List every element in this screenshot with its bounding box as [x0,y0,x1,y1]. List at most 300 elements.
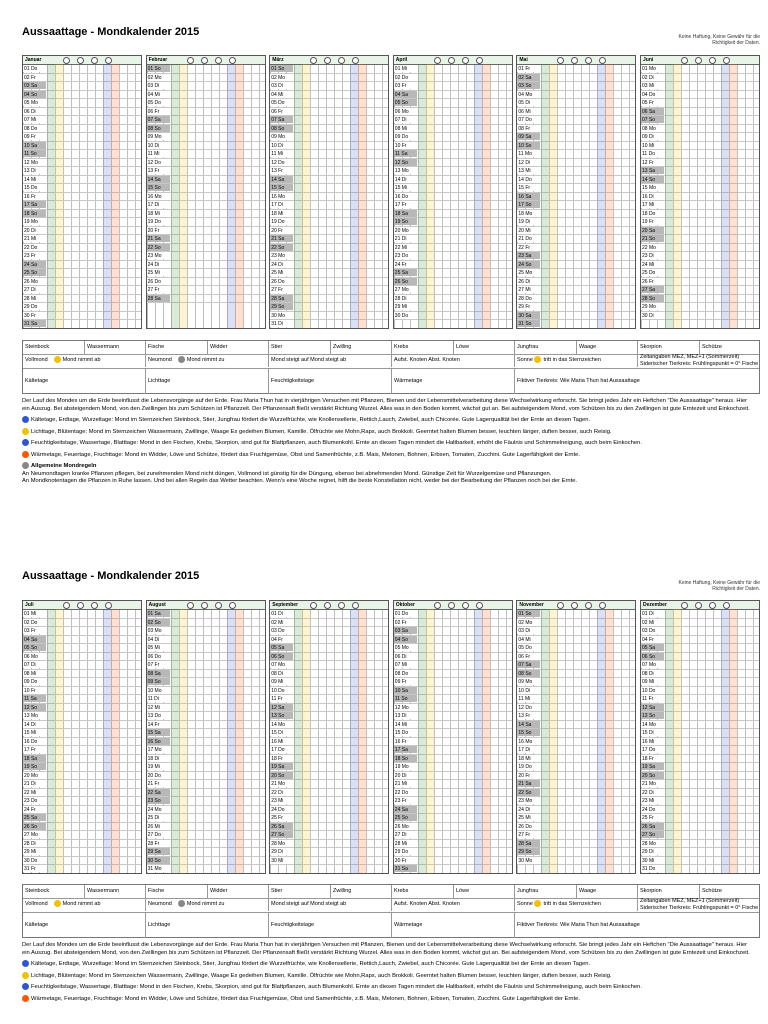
legend-sign-label: Jungfrau [515,341,577,354]
day-row [23,755,141,764]
month-name: Oktober [394,601,512,610]
legend-row-days [23,368,759,394]
day-label: 13 Sa [641,167,664,174]
day-label: 12 Sa [270,704,293,711]
day-row [517,687,635,696]
day-label: 15 Do [23,184,46,191]
element-band [111,609,119,873]
month-column [516,55,636,329]
day-label: 26 Mo [394,823,417,830]
day-row [270,729,388,738]
day-row [147,74,265,83]
day-row [147,704,265,713]
day-row [517,619,635,628]
day-row [394,193,512,202]
day-row [641,125,759,134]
day-row [147,193,265,202]
element-band [474,609,482,873]
day-label: 16 Mo [270,193,293,200]
day-row [147,159,265,168]
day-row [270,806,388,815]
day-label: 06 Mo [394,108,417,115]
day-row [147,789,265,798]
day-row [641,108,759,117]
regeln-title: Allgemeine Mondregeln [31,463,97,470]
day-row [270,261,388,270]
day-row [270,193,388,202]
day-label: 07 Sa [147,116,170,123]
day-row [394,108,512,117]
moon-phase-header-icon [557,602,564,609]
day-row [641,65,759,74]
sun-icon [534,900,541,907]
moon-phase-header-icon [476,57,483,64]
day-label: 10 Sa [394,687,417,694]
day-label: 15 So [517,729,540,736]
moon-phase-header-icon [585,602,592,609]
day-row [23,627,141,636]
day-label: 05 Sa [641,644,664,651]
day-row [270,857,388,866]
day-row [517,670,635,679]
legend-sign-label: Wassermann [85,885,146,898]
day-row [270,763,388,772]
day-label: 05 Sa [270,644,293,651]
month-column [22,600,142,874]
day-label: 15 Di [641,729,664,736]
day-row [517,653,635,662]
page-title: Aussaattage - Mondkalender 2015 [22,570,200,582]
day-row [517,167,635,176]
day-label: 07 Mi [23,116,46,123]
day-row [23,91,141,100]
day-label: 16 So [147,738,170,745]
day-label: 26 Do [517,823,540,830]
regeln-paragraph: An Neumondtagen kranke Pflanzen pflegen, bei zunehmenden Mond nicht düngen, Vollmond ist günstig für die Düngung, ebenso bei abnehmenden Mond. Günstige Zeit für Wurzelgemüse und Pflanzungen. [22,470,552,477]
day-label: 15 So [147,184,170,191]
day-label: 14 Sa [270,176,293,183]
day-label: 07 Do [517,116,540,123]
day-label: 30 Mi [270,857,293,864]
day-row [23,789,141,798]
day-row [517,82,635,91]
day-label: 10 Di [270,142,293,149]
element-band [482,609,490,873]
day-label: 02 Mi [270,619,293,626]
day-row [394,865,512,874]
day-label: 08 Di [270,670,293,677]
day-row [23,269,141,278]
day-row [394,99,512,108]
day-row [23,814,141,823]
day-label: 13 Mo [394,167,417,174]
day-label: 23 Fr [23,252,46,259]
day-label: 09 Mi [270,678,293,685]
day-row [641,150,759,159]
day-row [517,91,635,100]
element-band [294,64,302,328]
day-label: 27 Mi [517,286,540,293]
day-label: 30 Fr [394,857,417,864]
day-label: 02 Fr [23,74,46,81]
day-label: 01 Di [270,610,293,617]
day-label: 22 Fr [517,244,540,251]
day-label: 11 Di [147,695,170,702]
day-row [147,150,265,159]
day-label: 16 Sa [517,193,540,200]
day-row [270,619,388,628]
element-band [665,64,673,328]
day-row [23,74,141,83]
day-row [23,848,141,857]
day-label: 11 Mi [270,150,293,157]
day-row [641,116,759,125]
day-label: 07 Sa [270,116,293,123]
day-row [394,746,512,755]
moon-phase-header-icon [571,57,578,64]
day-row [270,789,388,798]
moon-phase-header-icon [599,57,606,64]
day-label: 31 Mo [147,865,170,872]
sonne-label: Sonne [517,901,533,907]
day-row [147,65,265,74]
day-label: 25 Fr [641,814,664,821]
legend-table [22,340,760,394]
day-label: 15 So [270,184,293,191]
day-row [641,269,759,278]
day-row [394,167,512,176]
moon-phase-header-icon [585,57,592,64]
light-icon [22,428,29,435]
day-row [270,746,388,755]
day-row [641,610,759,619]
day-label: 19 Mo [23,218,46,225]
neumond-label: Neumond [148,901,172,907]
day-row [270,627,388,636]
day-label: 17 Do [270,746,293,753]
waerme-label: Wärmetage [394,378,423,384]
day-row [23,218,141,227]
day-label: 24 So [517,261,540,268]
day-label: 22 So [147,244,170,251]
moon-phase-header-icon [229,602,236,609]
element-band [721,609,729,873]
day-row [394,627,512,636]
day-label: 19 Do [270,218,293,225]
day-label: 14 Mi [394,721,417,728]
day-row [147,746,265,755]
day-label: 21 Mo [270,780,293,787]
day-row [23,201,141,210]
day-row [23,176,141,185]
day-row [641,814,759,823]
day-row [641,780,759,789]
day-label: 31 Di [270,320,293,327]
day-label: 10 Fr [23,687,46,694]
day-label: 27 Do [147,831,170,838]
day-row [147,227,265,236]
day-label: 30 Do [394,312,417,319]
day-row [394,303,512,312]
day-row [641,823,759,832]
day-label: 06 Mi [517,108,540,115]
day-label: 18 Mo [517,210,540,217]
day-label: 20 So [270,772,293,779]
page-title: Aussaattage - Mondkalender 2015 [22,26,200,38]
day-row [641,865,759,874]
element-band [597,609,605,873]
day-row [270,244,388,253]
day-row [270,99,388,108]
day-label: 05 Do [517,644,540,651]
day-row [641,797,759,806]
day-row [23,244,141,253]
day-label: 30 Mo [517,857,540,864]
day-label: 09 Sa [517,133,540,140]
day-row [394,184,512,193]
day-label: 18 Sa [23,755,46,762]
kaelte-paragraph: Kältetage, Erdtage, Wurzeltage: Mond im Sternzeichen Steinbock, Stier, Jungfrau fördert die Wurzelfrüchte, wie Knollensellerie, Rettich,Lauch, Zwiebel, auch Chicorée. Gute Lagerqualität bei der Ernte an diesen Tagen. [31,417,591,424]
day-label: 17 Fr [23,746,46,753]
day-label: 03 So [517,82,540,89]
day-label: 09 Mo [270,133,293,140]
day-label: 10 Fr [394,142,417,149]
day-label: 08 Sa [147,670,170,677]
day-label: 27 Sa [641,286,664,293]
day-row [147,780,265,789]
moon-phase-header-icon [63,602,70,609]
day-row [641,210,759,219]
day-label: 26 Fr [641,278,664,285]
sun-icon [534,356,541,363]
day-row [641,831,759,840]
sonne-label: Sonne [517,357,533,363]
day-row [270,235,388,244]
day-row [147,82,265,91]
day-label: 21 Mi [23,235,46,242]
day-label: 03 Sa [23,82,46,89]
day-label: 21 Do [517,235,540,242]
day-label: 31 Do [641,865,664,872]
moon-phase-header-icon [201,602,208,609]
day-label: 02 Fr [394,619,417,626]
day-row [517,295,635,304]
day-row [270,840,388,849]
day-row [517,159,635,168]
element-band [605,609,613,873]
day-row [517,636,635,645]
moon-phase-header-icon [709,602,716,609]
day-row [270,695,388,704]
legend-table [22,884,760,938]
day-row [394,687,512,696]
day-label: 22 Mo [641,244,664,251]
day-row [147,286,265,295]
day-row [641,729,759,738]
moon-phase-header-icon [324,602,331,609]
day-label: 13 Fr [147,167,170,174]
day-row [270,286,388,295]
day-label: 28 Sa [270,295,293,302]
day-label: 21 Fr [147,780,170,787]
day-label: 22 Mi [394,244,417,251]
explanation-text [22,398,752,489]
day-label: 20 Di [394,772,417,779]
water-drop-icon [22,439,29,446]
legend-sign-label: Steinbock [23,341,85,354]
day-label: 13 Do [147,712,170,719]
month-column [22,55,142,329]
waerme-paragraph: Wärmetage, Feuertage, Fruchttage: Mond im Widder, Löwe und Schütze, fördert das Fruchtgemüse, Obst und Samenfrüchte, z.B. Mais, Melonen, Bohnen, Erbsen, Tomaten, Zucchini. Gute Lagerfähigkeit der Ernte. [31,451,580,458]
day-row [270,269,388,278]
day-label: 25 Mi [517,814,540,821]
moon-phase-header-icon [201,57,208,64]
day-label: 01 Mo [641,65,664,72]
day-label: 09 Di [641,133,664,140]
day-label: 12 Di [517,159,540,166]
day-label: 18 Mi [517,755,540,762]
day-label: 23 Mo [270,252,293,259]
day-label: 16 Fr [23,193,46,200]
day-row [641,82,759,91]
day-row [394,704,512,713]
day-label: 30 Di [641,312,664,319]
moon-phase-header-icon [434,602,441,609]
day-label: 26 Di [517,278,540,285]
day-row [23,738,141,747]
day-row [517,150,635,159]
day-label: 23 Do [23,797,46,804]
day-row [147,661,265,670]
day-label: 08 Do [394,670,417,677]
element-band [673,64,681,328]
day-label: 25 Do [641,269,664,276]
day-label: 23 Mi [270,797,293,804]
day-label: 03 Fr [394,82,417,89]
day-label: 28 Sa [517,840,540,847]
legend-sign-label: Waage [577,341,638,354]
day-label: 18 So [23,210,46,217]
element-band [418,609,426,873]
moon-phase-header-icon [723,57,730,64]
day-row [517,193,635,202]
day-label: 24 Fr [23,806,46,813]
day-row [394,227,512,236]
day-row [23,763,141,772]
day-row [147,269,265,278]
day-row [517,644,635,653]
day-label: 02 Mo [517,619,540,626]
day-row [517,218,635,227]
day-row [23,210,141,219]
day-row [517,755,635,764]
legend-sign-label: Skorpion [638,885,700,898]
day-row [23,772,141,781]
day-label: 14 Fr [147,721,170,728]
day-row [641,712,759,721]
day-label: 16 Mi [270,738,293,745]
day-row [394,738,512,747]
mond-steigt-ab-label: Mond steigt ab [310,357,347,363]
day-row [394,840,512,849]
day-row [394,133,512,142]
element-band [549,609,557,873]
month-column [393,600,513,874]
day-row [147,712,265,721]
day-label: 02 Do [23,619,46,626]
month-name: Januar [23,56,141,65]
day-row [517,303,635,312]
day-row [641,661,759,670]
day-label: 21 Mo [641,780,664,787]
day-row [394,721,512,730]
day-label: 04 Mi [147,91,170,98]
day-row [147,636,265,645]
day-row [147,125,265,134]
day-row [641,840,759,849]
day-label: 20 Do [147,772,170,779]
day-row [270,150,388,159]
day-label: 14 Sa [517,721,540,728]
day-label: 15 Sa [147,729,170,736]
abst-knoten-label: Abst. Knoten [428,357,460,363]
day-row [270,74,388,83]
day-row [23,687,141,696]
neumond-label: Neumond [148,357,172,363]
day-row [23,610,141,619]
waerme-paragraph: Wärmetage, Feuertage, Fruchttage: Mond im Widder, Löwe und Schütze, fördert das Fruchtgemüse, Obst und Samenfrüchte, z.B. Mais, Melonen, Bohnen, Erbsen, Tomaten, Zucchini. Gute Lagerfähigkeit der Ernte. [31,995,580,1002]
day-label: 25 Sa [23,814,46,821]
day-row [517,244,635,253]
day-label: 17 Di [270,201,293,208]
full-moon-icon [54,356,61,363]
day-label: 16 Di [641,193,664,200]
element-band [549,64,557,328]
day-label: 08 Di [641,670,664,677]
legend-sign-label: Widder [208,341,269,354]
feucht-paragraph: Feuchtigkeitstage, Wassertage, Blatttage: Mond in den Fischen, Krebs, Skorpion, sind gut für Blattpflanzen, auch Blumenkohl. Ernte an diesen Tagen mindert die Haltbarkeit, erhöht die Fäulnis und Schimmelneigung, auch beim Einkochen. [31,440,642,447]
day-label: 02 Mi [641,619,664,626]
day-row [23,227,141,236]
day-row [517,176,635,185]
element-band [103,64,111,328]
day-label: 15 Mo [641,184,664,191]
day-row [23,678,141,687]
month-name: November [517,601,635,610]
day-row [641,142,759,151]
day-row [641,627,759,636]
day-label: 28 So [641,295,664,302]
element-band [47,609,55,873]
day-label: 23 Mi [641,797,664,804]
day-label: 25 Mo [517,269,540,276]
day-row [517,780,635,789]
day-row [147,644,265,653]
month-name: August [147,601,265,610]
day-row [641,278,759,287]
day-row [147,99,265,108]
day-row [23,704,141,713]
day-row [394,261,512,270]
day-row [517,857,635,866]
element-band [541,64,549,328]
day-label: 22 So [517,789,540,796]
day-row [23,278,141,287]
day-row [147,218,265,227]
day-label: 30 Sa [517,312,540,319]
moon-phase-header-icon [681,57,688,64]
day-label: 11 Sa [394,150,417,157]
